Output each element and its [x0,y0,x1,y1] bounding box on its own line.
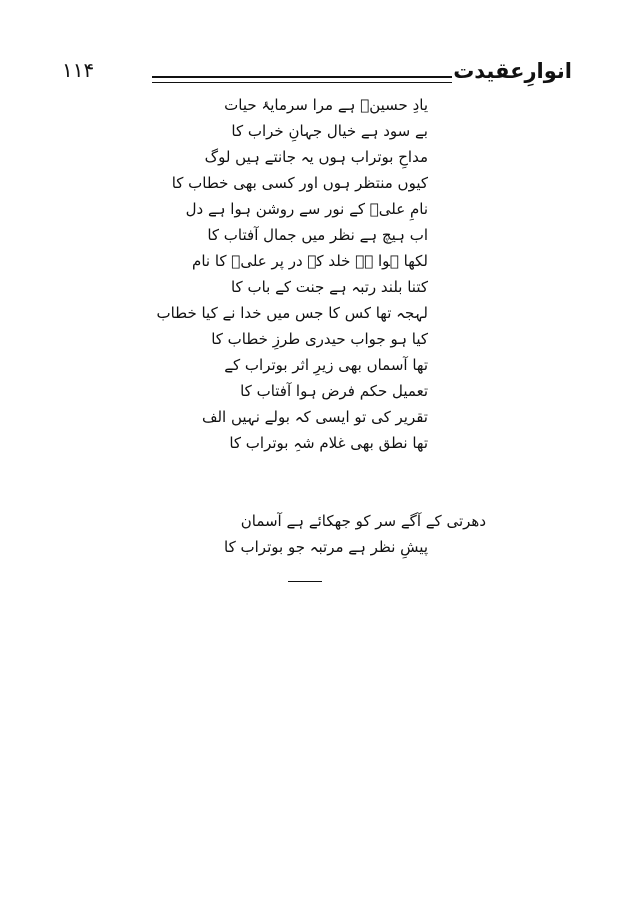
verse-line: بے سود ہے خیال جہانِ خراب کا [231,122,428,140]
page-number: ۱۱۴ [62,58,95,82]
closing-couplet [178,508,486,560]
verse-line: نامِ علیؑ کے نور سے روشن ہوا ہے دل [185,200,428,218]
verse-line: تھا آسماں بھی زیرِ اثر بوتراب کے [224,356,428,374]
header-rule-thin [152,82,452,83]
verse-line: یادِ حسینؑ ہے مرا سرمایۂ حیات [224,96,428,114]
verse-line: کیا ہو جواب حیدری طرزِ خطاب کا [211,330,428,348]
book-title: انوارِعقیدت [453,59,572,83]
verse-line: تعمیل حکم فرض ہوا آفتاب کا [240,382,428,400]
verse-line: اب ہیچ ہے نظر میں جمال آفتاب کا [207,226,428,244]
verse-line: کتنا بلند رتبہ ہے جنت کے باب کا [230,278,428,296]
verse-line: مداحِ بوتراب ہوں یہ جانتے ہیں لوگ [204,148,428,166]
verse-line: تھا نطق بھی غلام شہِ بوتراب کا [229,434,428,452]
verse-line: تقریر کی تو ایسی کہ بولے نہیں الف [201,408,428,426]
verse-line: کیوں منتظر ہوں اور کسی بھی خطاب کا [171,174,428,192]
closing-verse-line: پیشِ نظر ہے مرتبہ جو بوتراب کا [224,538,428,556]
verse-line: لکھا ہوا ہے خلد کے در پر علیؑ کا نام [192,252,428,270]
header-rule [152,76,452,78]
verse-line: لہجہ تھا کس کا جس میں خدا نے کیا خطاب [156,304,428,322]
poem-body [156,92,428,456]
end-of-poem-rule [288,581,322,582]
closing-verse-line: دھرتی کے آگے سر کو جھکائے ہے آسمان [240,512,486,530]
